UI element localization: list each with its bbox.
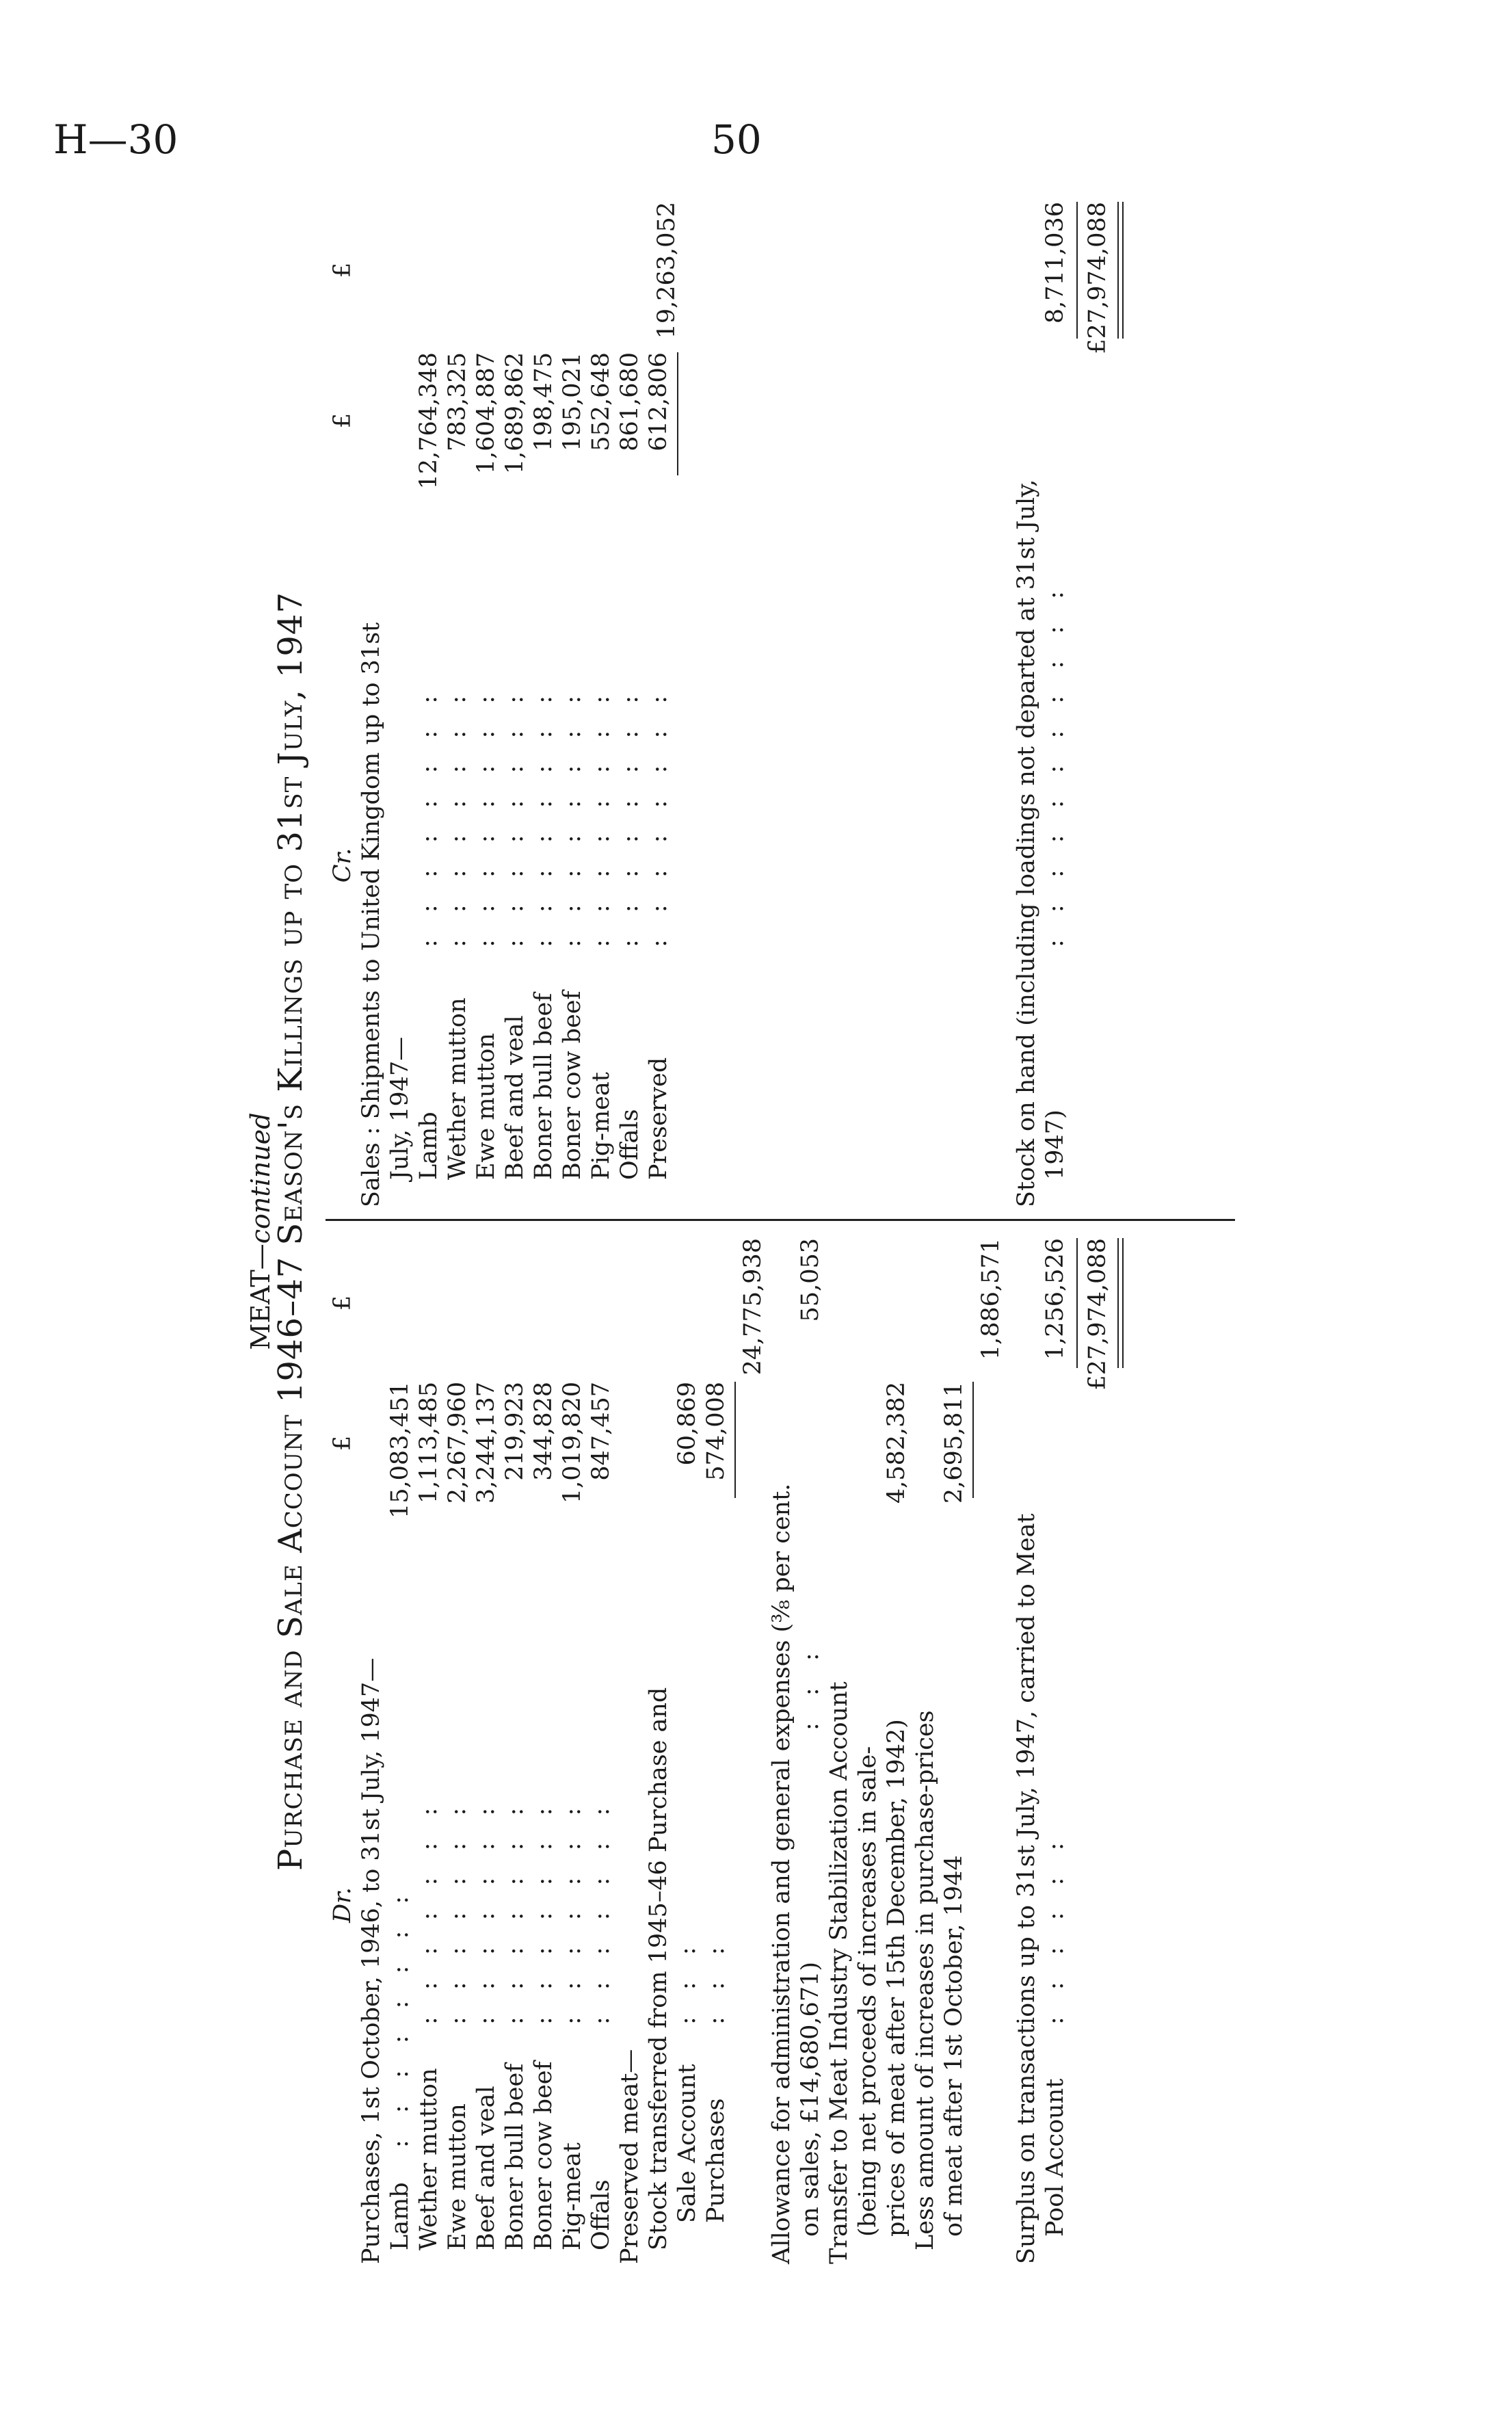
dr-surplus-line1: Surplus on transactions up to 31st July, 1947, carried to Meat	[1013, 1513, 1040, 2264]
cr-sale-label: Preserved	[645, 1057, 672, 1180]
cr-sale-label: Pig-meat	[587, 1072, 615, 1180]
leader-dots: : : : : : : : :	[559, 685, 586, 947]
cr-sales-line2: July, 1947—	[386, 1036, 414, 1180]
cr-sales-total: 19,263,052	[653, 202, 680, 339]
account-table	[246, 198, 1245, 2264]
dr-purchase-label: Lamb	[386, 2182, 414, 2250]
dr-surplus-amount: 1,256,526	[1042, 1238, 1069, 1361]
section-sub: continued	[246, 1112, 276, 1244]
cr-stock-amount: 8,711,036	[1042, 202, 1069, 324]
dr-currency-col1: £	[329, 1435, 356, 1451]
cr-sale-amount: 612,806	[645, 352, 672, 451]
leader-dots: : : :	[797, 1643, 824, 1731]
cr-stock-line2: 1947)	[1042, 1109, 1069, 1180]
cr-sale-label: Lamb	[415, 1112, 442, 1180]
dr-purchase-amount: 3,244,137	[473, 1382, 500, 1504]
section-main: MEAT—	[246, 1244, 276, 1350]
leader-dots: : : : : : : :	[559, 1798, 586, 2025]
cr-sale-amount: 1,604,887	[473, 352, 500, 475]
leader-dots: : : : : : : :	[473, 1798, 500, 2025]
dr-allowance-line2: on sales, £14,680,671)	[797, 1961, 824, 2237]
leader-dots: : : :	[702, 1937, 730, 2025]
cr-sale-amount: 198,475	[530, 352, 557, 451]
dr-purchase-label: Wether mutton	[415, 2068, 442, 2250]
total-rule	[1076, 202, 1078, 339]
leader-dots: : : :	[674, 1937, 701, 2025]
dr-preserved-transfer-line2: Sale Account	[674, 2064, 701, 2223]
leader-dots: : : : : : : : :	[473, 685, 500, 947]
cr-sale-label: Ewe mutton	[473, 1033, 500, 1180]
dr-less-amount: 2,695,811	[940, 1382, 968, 1504]
leader-dots: : : : : : : : : : : :	[1042, 581, 1069, 947]
leader-dots: : : : : : : : :	[386, 1886, 414, 2148]
cr-currency-col1: £	[329, 412, 356, 429]
leader-dots: : : : : : : : :	[530, 685, 557, 947]
dr-preserved-heading: Preserved meat—	[616, 2049, 644, 2264]
dr-purchase-amount: 1,019,820	[559, 1382, 586, 1504]
dr-preserved-transfer-line1: Stock transferred from 1945–46 Purchase and	[645, 1687, 672, 2250]
cr-stock-line1: Stock on hand (including loadings not departed at 31st July,	[1013, 479, 1040, 1207]
cr-currency-col2: £	[329, 262, 356, 278]
leader-dots: : : : : : : :	[587, 1798, 615, 2025]
dr-surplus-line2: Pool Account	[1042, 2078, 1069, 2237]
dr-purchase-label: Offals	[587, 2179, 615, 2250]
total-rule	[1076, 1238, 1078, 1368]
subtotal-rule	[677, 352, 678, 475]
dr-purchase-amount: 344,828	[530, 1382, 557, 1481]
dr-transfer-line3: prices of meat after 15th December, 1942)	[883, 1719, 910, 2237]
cr-sale-label: Wether mutton	[444, 997, 471, 1180]
center-divider	[326, 1219, 1235, 1221]
leader-dots: : : : : : : : :	[415, 685, 442, 947]
dr-preserved-transfer-amount: 60,869	[674, 1382, 701, 1466]
section-title	[246, 198, 275, 2264]
leader-dots: : : : : : : :	[444, 1798, 471, 2025]
double-rule	[1117, 202, 1124, 339]
dr-transfer-line2: (being net proceeds of increases in sale-	[854, 1746, 881, 2237]
leader-dots: : : : : : : :	[415, 1798, 442, 2025]
leader-dots: : : : : : : : :	[616, 685, 644, 947]
leader-dots: : : : : : : :	[501, 1798, 529, 2025]
leader-dots: : : : : : : : :	[501, 685, 529, 947]
cr-sale-label: Boner bull beef	[530, 993, 557, 1180]
double-rule	[1117, 1238, 1124, 1368]
page-code: H—30	[53, 116, 178, 163]
dr-label: Dr.	[329, 1887, 356, 1923]
subtotal-rule	[734, 1382, 736, 1498]
dr-less-line2: of meat after 1st October, 1944	[940, 1855, 968, 2237]
dr-purchase-label: Pig-meat	[559, 2142, 586, 2250]
cr-sale-amount: 552,648	[587, 352, 615, 451]
dr-purchases-total: 24,775,938	[739, 1238, 767, 1376]
cr-sale-amount: 195,021	[559, 352, 586, 451]
dr-net-transfer: 1,886,571	[977, 1238, 1005, 1361]
cr-sale-label: Beef and veal	[501, 1015, 529, 1180]
debit-side	[328, 1231, 1231, 2264]
cr-sale-amount: 861,680	[616, 352, 644, 451]
dr-transfer-amount: 4,582,382	[883, 1382, 910, 1504]
cr-sale-label: Boner cow beef	[559, 990, 586, 1180]
dr-grand-total: £27,974,088	[1084, 1238, 1111, 1391]
account-title: Purchase and Sale Account 1946–47 Season's Killings up to 31st July, 1947	[271, 591, 310, 1871]
dr-preserved-purchases-label: Purchases	[702, 2098, 730, 2223]
dr-purchase-amount: 847,457	[587, 1382, 615, 1481]
leader-dots: : : : : : : : :	[645, 685, 672, 947]
subtotal-rule	[972, 1382, 974, 1498]
leader-dots: : : : : : : : :	[444, 685, 471, 947]
dr-currency-col2: £	[329, 1295, 356, 1311]
cr-sale-amount: 783,325	[444, 352, 471, 451]
dr-allowance-line1: Allowance for administration and general expenses (⅜ per cent.	[768, 1483, 795, 2264]
leader-dots: : : : : : : : :	[587, 685, 615, 947]
leader-dots: : : : : : :	[1042, 1832, 1069, 2025]
cr-sale-amount: 12,764,348	[415, 352, 442, 490]
dr-purchases-heading: Purchases, 1st October, 1946, to 31st July, 1947—	[358, 1657, 385, 2264]
cr-grand-total: £27,974,088	[1084, 202, 1111, 354]
cr-label: Cr.	[329, 847, 356, 883]
dr-allowance-amount: 55,053	[797, 1238, 824, 1322]
cr-sale-amount: 1,689,862	[501, 352, 529, 475]
dr-purchase-label: Ewe mutton	[444, 2103, 471, 2250]
dr-purchase-amount: 2,267,960	[444, 1382, 471, 1504]
leader-dots: : : : : : : :	[530, 1798, 557, 2025]
dr-purchase-amount: 219,923	[501, 1382, 529, 1481]
dr-preserved-purchases-amount: 574,008	[702, 1382, 730, 1481]
cr-sales-line1: Sales : Shipments to United Kingdom up to 31st	[358, 622, 385, 1207]
page-number: 50	[711, 116, 762, 163]
cr-sale-label: Offals	[616, 1109, 644, 1180]
dr-less-line1: Less amount of increases in purchase-prices	[912, 1710, 939, 2250]
credit-side	[328, 198, 1231, 1207]
dr-purchase-label: Beef and veal	[473, 2086, 500, 2250]
dr-purchase-amount: 15,083,451	[386, 1381, 414, 1519]
dr-purchase-label: Boner bull beef	[501, 2063, 529, 2250]
dr-purchase-label: Boner cow beef	[530, 2061, 557, 2250]
dr-transfer-line1: Transfer to Meat Industry Stabilization Account	[825, 1681, 853, 2264]
dr-purchase-amount: 1,113,485	[415, 1382, 442, 1504]
